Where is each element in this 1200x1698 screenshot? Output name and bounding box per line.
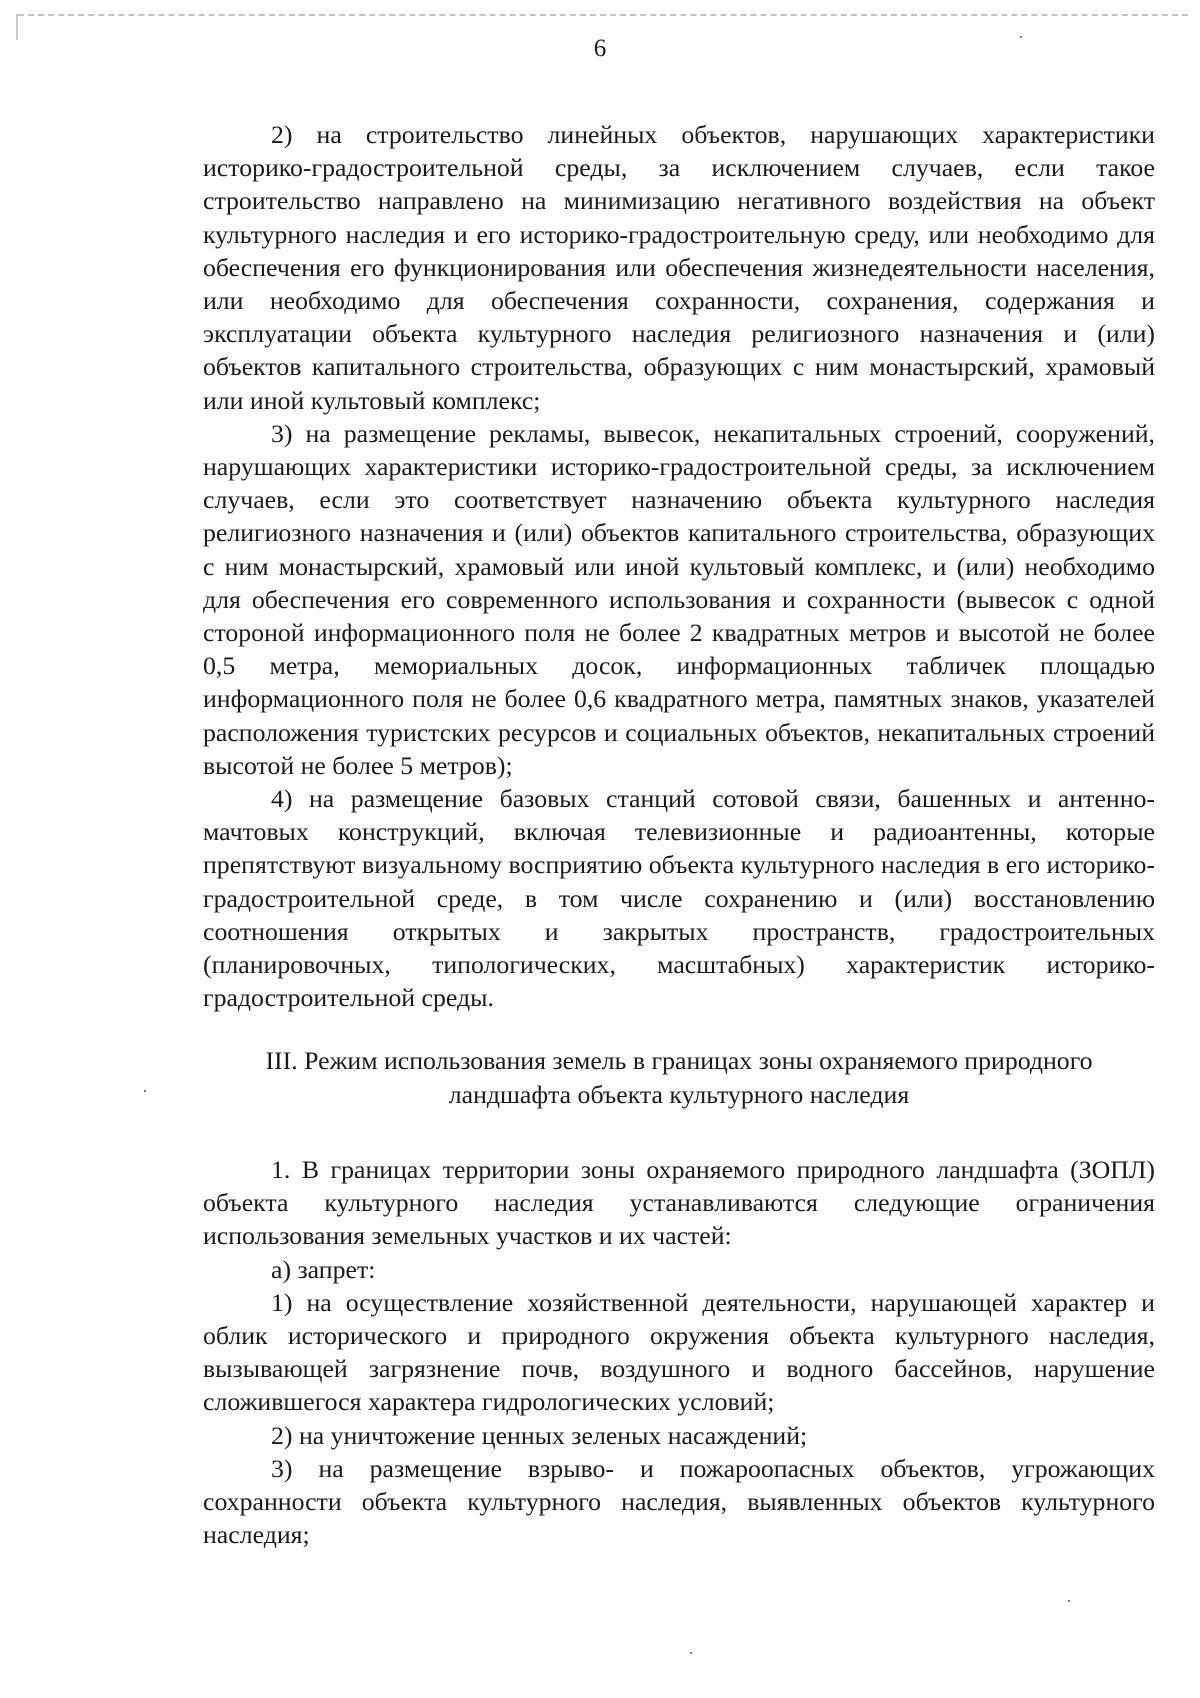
section-heading: III. Режим использования земель в границах зоны охраняемого природного ландшафта объекта культурного наследия xyxy=(265,1046,1093,1109)
paragraph-item-2: 2) на строительство линейных объектов, нарушающих характеристики историко-градостроительной среды, за исключением случаев, если такое строительство направлено на минимизацию негативного воздействия на объект культурного наследия и его историко-градостроительную среду, или необходимо для обеспечения его функционирования или обеспечения жизнедеятельности населения, или необходимо для обеспечения сохранности, сохранения, содержания и эксплуатации объекта культурного наследия религиозного назначения и (или) объектов капитального строительства, образующих с ним монастырский, храмовый или иной культовый комплекс; xyxy=(203,120,1155,415)
paragraph-section-intro: 1. В границах территории зоны охраняемого природного ландшафта (ЗОПЛ) объекта культурного наследия устанавливаются следующие ограничения использования земельных участков и их частей: xyxy=(203,1154,1155,1251)
scan-edge-top xyxy=(18,14,1188,16)
scan-speck xyxy=(1020,36,1022,38)
paragraph-prohibition-1: 1) на осуществление хозяйственной деятельности, нарушающей характер и облик исторического и природного окружения объекта культурного наследия, вызывающей загрязнение почв, воздушного и водного бассейнов, нарушение сложившегося характера гидрологических условий; xyxy=(203,1287,1155,1417)
document-body xyxy=(203,118,1155,1551)
paragraph-prohibition-2: 2) на уничтожение ценных зеленых насаждений; xyxy=(271,1420,808,1450)
paragraph-item-4: 4) на размещение базовых станций сотовой связи, башенных и антенно-мачтовых конструкций, включая телевизионные и радиоантенны, которые препятствуют визуальному восприятию объекта культурного наследия в его историко-градостроительной среде, в том числе сохранению и (или) восстановлению соотношения открытых и закрытых пространств, градостроительных (планировочных, типологических, масштабных) характеристик историко-градостроительной среды. xyxy=(203,784,1155,1013)
paragraph-prohibition-label: а) запрет: xyxy=(271,1254,376,1284)
page-number: 6 xyxy=(593,35,607,62)
scan-speck xyxy=(144,1090,146,1092)
paragraph-prohibition-3: 3) на размещение взрыво- и пожароопасных объектов, угрожающих сохранности объекта культурного наследия, выявленных объектов культурного наследия; xyxy=(203,1453,1155,1550)
paragraph-item-3: 3) на размещение рекламы, вывесок, некапитальных строений, сооружений, нарушающих характеристики историко-градостроительной среды, за исключением случаев, если это соответствует назначению объекта культурного наследия религиозного назначения и (или) объектов капитального строительства, образующих с ним монастырский, храмовый или иной культовый комплекс, и (или) необходимо для обеспечения его современного использования и сохранности (вывесок с одной стороной информационного поля не более 2 квадратных метров и высотой не более 0,5 метра, мемориальных досок, информационных табличек площадью информационного поля не более 0,6 квадратного метра, памятных знаков, указателей расположения туристских ресурсов и социальных объектов, некапитальных строений высотой не более 5 метров); xyxy=(203,418,1155,780)
scan-speck xyxy=(690,1652,692,1654)
scan-speck xyxy=(1068,1600,1070,1602)
